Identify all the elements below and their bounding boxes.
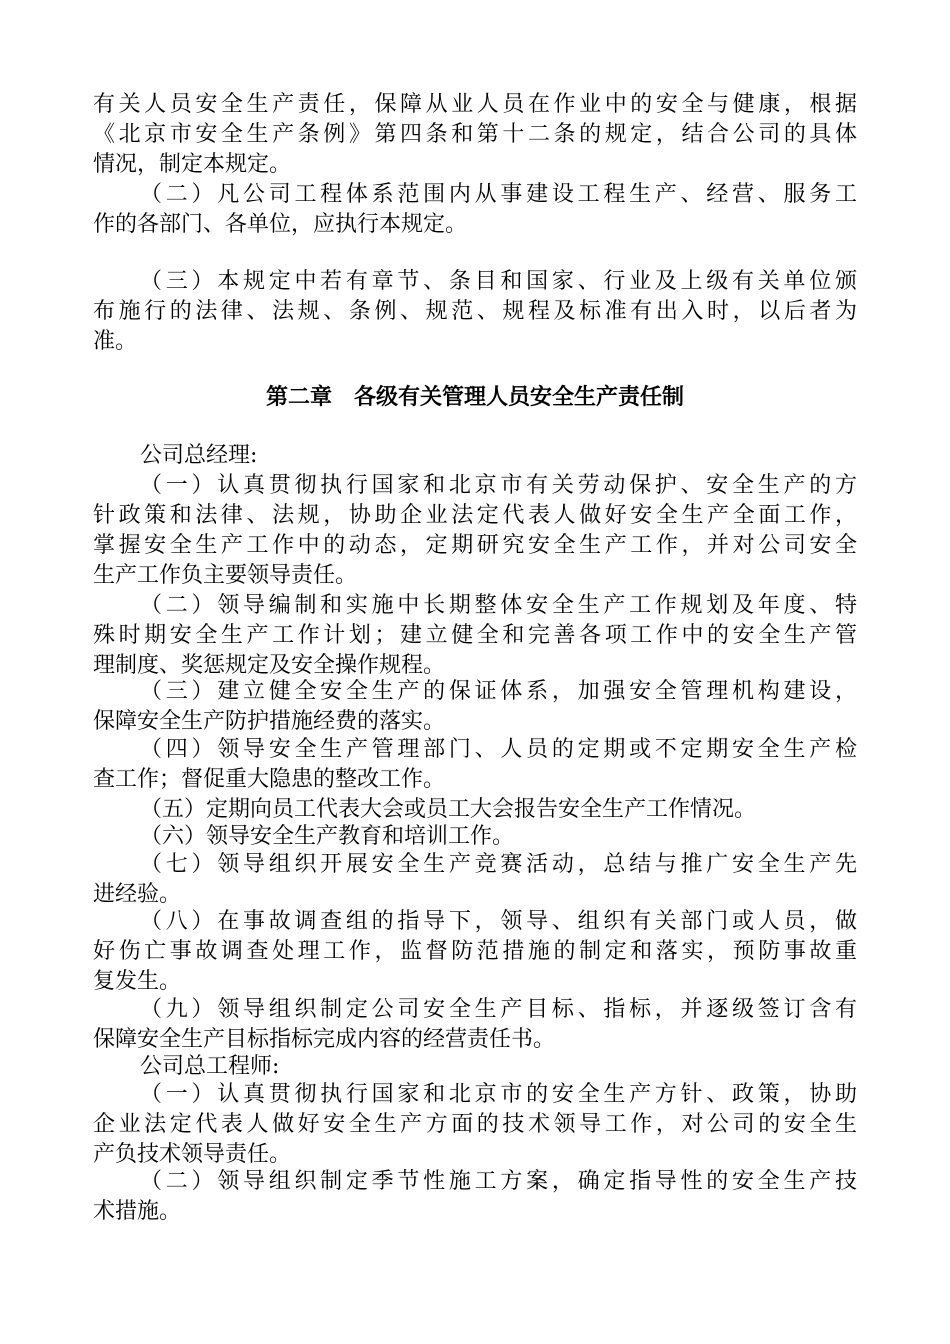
paragraph-line: 好伤亡事故调查处理工作，监督防范措施的制定和落实，预防事故重 <box>93 939 857 964</box>
paragraph-line: （二）领导组织制定季节性施工方案，确定指导性的安全生产技 <box>140 1169 857 1194</box>
paragraph-line: 针政策和法律、法规，协助企业法定代表人做好安全生产全面工作， <box>93 503 857 528</box>
paragraph-line: （二）领导编制和实施中长期整体安全生产工作规划及年度、特 <box>140 593 857 618</box>
paragraph-line: 《北京市安全生产条例》第四条和第十二条的规定，结合公司的具体 <box>93 122 857 147</box>
paragraph-line: 掌握安全生产工作中的动态，定期研究安全生产工作，并对公司安全 <box>93 533 857 558</box>
paragraph-line: 保障安全生产目标指标完成内容的经营责任书。 <box>93 1027 556 1052</box>
paragraph-line: 作的各部门、各单位，应执行本规定。 <box>93 212 468 237</box>
section-label: 公司总工程师: <box>140 1054 280 1079</box>
paragraph-line: （三）建立健全安全生产的保证体系，加强安全管理机构建设， <box>140 679 857 704</box>
paragraph-line: （四）领导安全生产管理部门、人员的定期或不定期安全生产检 <box>140 737 857 762</box>
paragraph-line: 理制度、奖惩规定及安全操作规程。 <box>93 653 446 678</box>
paragraph-line: 保障安全生产防护措施经费的落实。 <box>93 709 446 734</box>
paragraph-line: （九）领导组织制定公司安全生产目标、指标，并逐级签订含有 <box>140 997 857 1022</box>
paragraph-line: 布施行的法律、法规、条例、规范、规程及标准有出入时，以后者为 <box>93 299 857 324</box>
paragraph-line: 准。 <box>93 329 138 354</box>
paragraph-line: 有关人员安全生产责任，保障从业人员在作业中的安全与健康，根据 <box>93 92 857 117</box>
paragraph-line: （五）定期向员工代表大会或员工大会报告安全生产工作情况。 <box>140 797 757 822</box>
paragraph-line: （八）在事故调查组的指导下，领导、组织有关部门或人员，做 <box>140 909 857 934</box>
chapter-title: 第二章 各级有关管理人员安全生产责任制 <box>265 385 684 410</box>
paragraph-line: （六）领导安全生产教育和培训工作。 <box>140 824 515 849</box>
paragraph-line: 术措施。 <box>93 1199 182 1224</box>
paragraph-line: （七）领导组织开展安全生产竞赛活动，总结与推广安全生产先 <box>140 852 857 877</box>
paragraph-line: （一）认真贯彻执行国家和北京市的安全生产方针、政策，协助 <box>140 1082 857 1107</box>
paragraph-line: 生产工作负主要领导责任。 <box>93 563 358 588</box>
paragraph-line: 查工作；督促重大隐患的整改工作。 <box>93 767 446 792</box>
paragraph-line: 进经验。 <box>93 882 182 907</box>
paragraph-line: 复发生。 <box>93 969 182 994</box>
paragraph-line: （一）认真贯彻执行国家和北京市有关劳动保护、安全生产的方 <box>140 473 857 498</box>
paragraph-line: （二）凡公司工程体系范围内从事建设工程生产、经营、服务工 <box>140 182 857 207</box>
paragraph-line: 情况，制定本规定。 <box>93 152 292 177</box>
paragraph-line: 产负技术领导责任。 <box>93 1142 292 1167</box>
paragraph-line: （三）本规定中若有章节、条目和国家、行业及上级有关单位颁 <box>140 269 857 294</box>
paragraph-line: 企业法定代表人做好安全生产方面的技术领导工作，对公司的安全生 <box>93 1112 857 1137</box>
paragraph-line: 殊时期安全生产工作计划；建立健全和完善各项工作中的安全生产管 <box>93 623 857 648</box>
section-label: 公司总经理: <box>140 443 258 468</box>
